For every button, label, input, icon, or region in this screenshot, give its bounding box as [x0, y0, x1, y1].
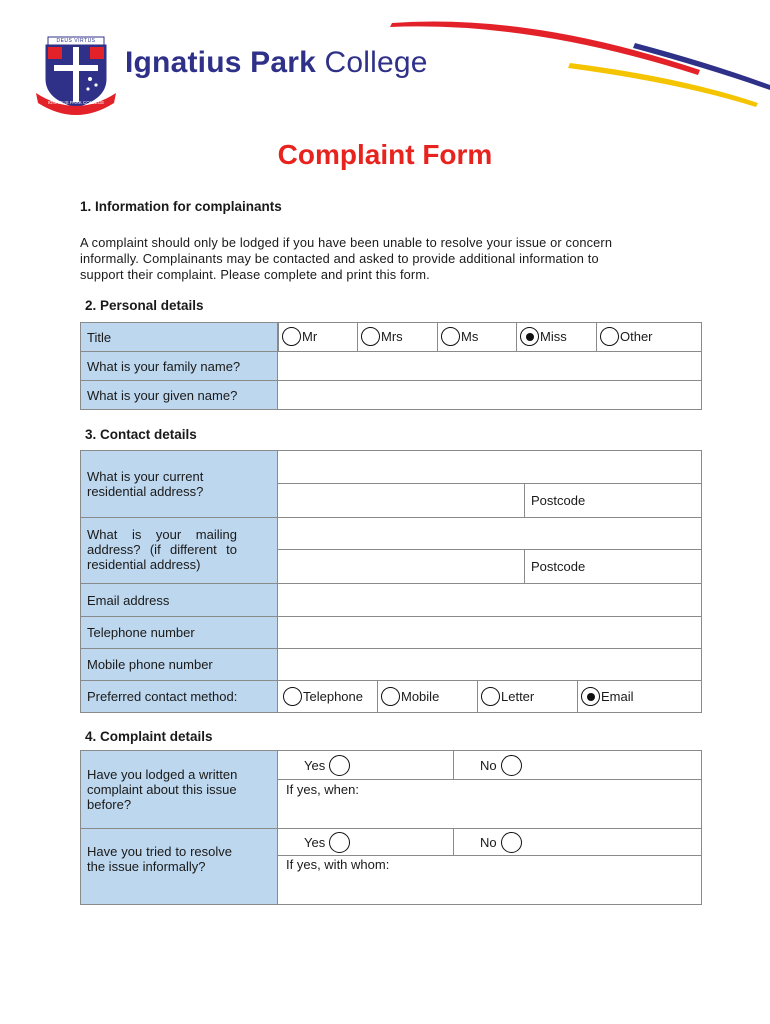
q2-yes-option[interactable] [304, 832, 350, 853]
telephone-label [80, 616, 278, 649]
contact-option-cell [277, 680, 378, 713]
preferred-label-text: Preferred contact method: [87, 689, 238, 704]
residential-postcode-input[interactable] [524, 483, 702, 518]
radio-icon[interactable] [361, 327, 380, 346]
title-option-mr[interactable] [282, 327, 317, 346]
mobile-input[interactable] [277, 648, 702, 681]
contact-option-telephone[interactable] [283, 687, 363, 706]
q1-yes-cell [277, 750, 454, 780]
logo-motto: DEUS VIRTUS [56, 38, 96, 44]
given-name-input[interactable] [277, 380, 702, 410]
logo-ribbon-text: IGNATIUS PARK COLLEGE [47, 100, 105, 105]
college-name-bold: Ignatius Park [125, 46, 316, 79]
option-label: Email [601, 689, 634, 704]
yes-label: Yes [304, 758, 326, 773]
section4-heading: 4. Complaint details [85, 729, 213, 744]
mobile-label [80, 648, 278, 681]
mailing-label-text: What is your mailing address? (if different to residential address) [87, 527, 237, 572]
option-label: Mrs [381, 329, 403, 344]
title-option-cell [278, 322, 358, 352]
title-option-cell [437, 322, 517, 352]
telephone-input[interactable] [277, 616, 702, 649]
college-name [125, 46, 428, 80]
contact-option-cell [377, 680, 478, 713]
radio-icon[interactable] [600, 327, 619, 346]
contact-option-cell [477, 680, 578, 713]
title-option-cell [516, 322, 597, 352]
radio-icon[interactable] [283, 687, 302, 706]
mailing-address-line2-input[interactable] [277, 549, 525, 584]
page-title: Complaint Form [277, 139, 493, 170]
written-complaint-label [80, 750, 278, 829]
contact-option-mobile[interactable] [381, 687, 439, 706]
q1-no-cell [453, 750, 702, 780]
telephone-label-text: Telephone number [87, 625, 195, 640]
radio-icon[interactable] [329, 755, 350, 776]
postcode-label: Postcode [531, 493, 586, 508]
mailing-postcode-input[interactable] [524, 549, 702, 584]
q2-label-text: Have you tried to resolve the issue informally? [87, 844, 232, 874]
no-label: No [480, 758, 497, 773]
resolve-informally-label [80, 828, 278, 905]
option-label: Mr [302, 329, 318, 344]
contact-option-letter[interactable] [481, 687, 534, 706]
section1-heading: 1. Information for complainants [80, 199, 282, 214]
option-label: Ms [461, 329, 479, 344]
contact-option-cell [577, 680, 702, 713]
q1-followup-label: If yes, when: [286, 782, 359, 797]
email-label [80, 583, 278, 617]
option-label: Other [620, 329, 653, 344]
radio-icon[interactable] [282, 327, 301, 346]
q1-when-input[interactable] [277, 779, 702, 829]
q2-whom-input[interactable] [277, 855, 702, 905]
intro-line: informally. Complainants may be contacted and asked to provide additional information to [80, 251, 599, 266]
college-name-light: College [324, 46, 428, 79]
title-option-mrs[interactable] [361, 327, 403, 346]
option-label: Miss [540, 329, 567, 344]
email-input[interactable] [277, 583, 702, 617]
email-label-text: Email address [87, 592, 170, 608]
residential-address-label [80, 450, 278, 518]
radio-icon[interactable] [501, 832, 522, 853]
radio-checked-icon[interactable] [581, 687, 600, 706]
title-label-text: Title [87, 329, 112, 345]
header-swoosh-decoration [380, 15, 770, 110]
given-name-label [80, 380, 278, 410]
q1-no-option[interactable] [480, 755, 522, 776]
radio-icon[interactable] [481, 687, 500, 706]
q2-yes-cell [277, 828, 454, 856]
q1-yes-option[interactable] [304, 755, 350, 776]
family-name-label [80, 351, 278, 381]
radio-icon[interactable] [329, 832, 350, 853]
section2-heading: 2. Personal details [85, 298, 204, 313]
contact-option-email[interactable] [581, 687, 634, 706]
title-option-miss[interactable] [520, 327, 567, 346]
q2-no-cell [453, 828, 702, 856]
mobile-label-text: Mobile phone number [87, 657, 213, 672]
intro-line: support their complaint. Please complete and print this form. [80, 267, 430, 282]
residential-label-text: What is your current residential address? [87, 469, 204, 499]
residential-address-line2-input[interactable] [277, 483, 525, 518]
yes-label: Yes [304, 835, 326, 850]
title-option-cell [596, 322, 702, 352]
radio-icon[interactable] [501, 755, 522, 776]
option-label: Mobile [401, 689, 440, 704]
intro-paragraph [80, 235, 684, 283]
intro-line: A complaint should only be lodged if you have been unable to resolve your issue or concern [80, 235, 613, 250]
family-name-input[interactable] [277, 351, 702, 381]
q1-label-text: Have you lodged a written complaint about this issue before? [87, 767, 238, 812]
title-option-cell [357, 322, 438, 352]
q2-followup-label: If yes, with whom: [286, 857, 390, 872]
q2-no-option[interactable] [480, 832, 522, 853]
radio-checked-icon[interactable] [520, 327, 539, 346]
section3-heading: 3. Contact details [85, 427, 197, 442]
option-label: Letter [501, 689, 535, 704]
residential-address-line1-input[interactable] [277, 450, 702, 484]
given-name-label-text: What is your given name? [87, 387, 238, 403]
mailing-address-label [80, 517, 278, 584]
mailing-address-line1-input[interactable] [277, 517, 702, 550]
radio-icon[interactable] [441, 327, 460, 346]
no-label: No [480, 835, 497, 850]
option-label: Telephone [303, 689, 363, 704]
title-option-other[interactable] [600, 327, 653, 346]
title-option-ms[interactable] [441, 327, 478, 346]
title-label [80, 322, 278, 352]
postcode-label: Postcode [531, 559, 586, 574]
family-name-label-text: What is your family name? [87, 358, 241, 374]
preferred-contact-label [80, 680, 278, 713]
radio-icon[interactable] [381, 687, 400, 706]
